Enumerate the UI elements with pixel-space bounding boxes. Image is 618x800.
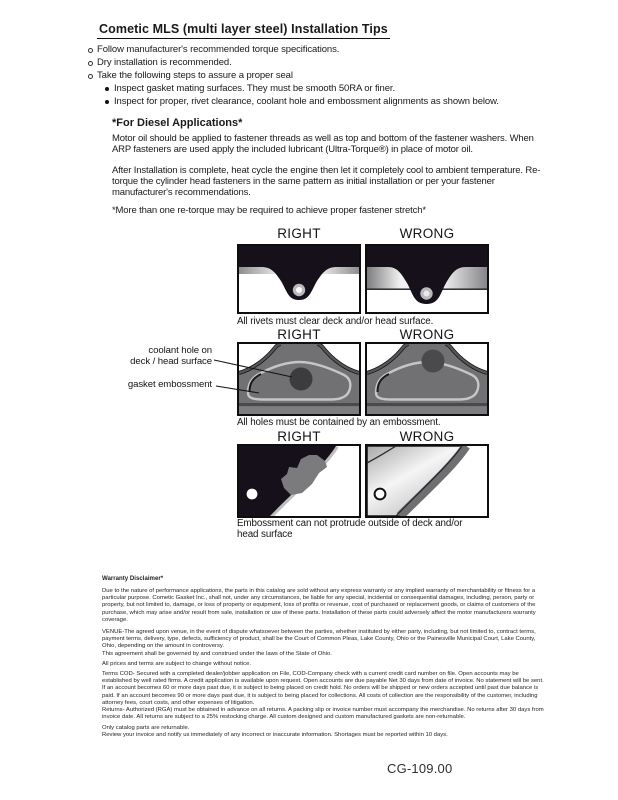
warranty-paragraph-liability: Due to the nature of performance applications, the parts in this catalog are sold without any express warranty or any implied warranty of merchantability or fitness for a particular purpose. Cometic Gasket Inc., shall not, under any circumstances, be liable for any special, incidental or consequential damages, including, person, party or property, but not limited to, damage, or loss of property or equipment, loss of profits or revenue, cost of purchased or replacement goods, or claims of customers of the purchase, which may arise and/or result from sale, installation or use of these parts. Installation of these parts could adversely affect the motor manufacturers warranty coverage.: [102, 588, 536, 623]
tip-text: Dry installation is recommended.: [97, 57, 232, 68]
filled-bullet-icon: [105, 100, 109, 104]
installation-tips-list: [88, 43, 499, 108]
wrong-label-row3: WRONG: [399, 429, 455, 444]
hole-embossment-wrong-figure: [367, 344, 487, 414]
open-bullet-icon: [88, 74, 93, 79]
rivet-clearance-right-figure: [239, 246, 359, 312]
list-item: [88, 56, 499, 69]
page-title-text: Cometic MLS (multi layer steel) Installation Tips: [97, 22, 390, 39]
callout-line: coolant hole on: [148, 345, 212, 356]
warranty-paragraph-prices: All prices and terms are subject to change without notice.: [102, 661, 251, 667]
tip-text: Inspect for proper, rivet clearance, coolant hole and embossment alignments as shown below.: [114, 96, 499, 107]
review-text: Review your invoice and notify us immediately of any incorrect or inaccurate information. Shortages must be reported within 10 days.: [102, 732, 448, 739]
protrusion-right-figure: [239, 446, 359, 516]
callout-gasket-embossment: gasket embossment: [127, 379, 212, 390]
right-label-row3: RIGHT: [277, 429, 321, 444]
diesel-heading: *For Diesel Applications*: [112, 117, 243, 129]
right-label-row1: RIGHT: [277, 226, 321, 241]
caption-row3: Embossment can not protrude outside of deck and/or head surface: [237, 518, 463, 540]
page-title: [97, 22, 390, 39]
warranty-paragraph-catalog: [102, 725, 544, 739]
warranty-paragraph-returns: Returns- Authorized (RGA) must be obtained in advance on all returns. A packing slip or invoice number must accompany the merchandise. No returns after 30 days from invoice date. All returns are subject to a 25% restocking charge. All custom designed and custom manufactured gaskets are non-returnable.: [102, 707, 544, 721]
protrusion-wrong-figure: [367, 446, 487, 516]
list-item: [88, 95, 499, 108]
warranty-paragraph-terms: Terms COD- Secured with a completed dealer/jobber application on File, COD-Company check with a current credit card number on file. Open accounts may be established by well rated firms. A credit application is available upon request. Open accounts are due payable Net 30 days from date of invoice. No statement will be sent. If an account becomes 60 or more days past due, it is subject to being placed on credit hold. No orders will be shipped or new orders accepted until past due balance is paid. If an account becomes 90 or more days past due, it is subject to being placed for collections. All costs of collection are the responsibility of the customer, including attorney fees, court costs, and other expenses of litigation.: [102, 671, 544, 706]
tip-text: Inspect gasket mating surfaces. They must be smooth 50RA or finer.: [114, 83, 396, 94]
wrong-label-row2: WRONG: [399, 327, 455, 342]
filled-bullet-icon: [105, 87, 109, 91]
callout-coolant-hole: [100, 345, 212, 367]
retorque-note: *More than one re-torque may be required to achieve proper fastener stretch*: [112, 205, 426, 216]
caption-row2: All holes must be contained by an embossment.: [237, 417, 441, 428]
diagram-rivet-wrong: [365, 244, 489, 314]
venue-text: VENUE-The agreed upon venue, in the event of dispute whatsoever between the parties, whether instituted by either party, including, but not limited to, contract terms, payment terms, delivery, type, defects, sufficiency of product, shall be the Court of Common Pleas, Lake County, Ohio or the Painesville Municipal Court, Lake County, Ohio, depending on the amount in controversy.: [102, 629, 536, 650]
list-item: [88, 69, 499, 82]
tip-text: Follow manufacturer's recommended torque specifications.: [97, 44, 340, 55]
open-bullet-icon: [88, 48, 93, 53]
right-label-row2: RIGHT: [277, 327, 321, 342]
diagram-hole-wrong: [365, 342, 489, 416]
governed-text: This agreement shall be governed by and construed under the laws of the State of Ohio.: [102, 650, 332, 657]
diagram-protrude-wrong: [365, 444, 489, 518]
diagram-rivet-right: [237, 244, 361, 314]
diagram-protrude-right: [237, 444, 361, 518]
warranty-paragraph-venue: [102, 629, 544, 658]
list-item: [88, 82, 499, 95]
warranty-heading: Warranty Disclaimer*: [102, 575, 164, 582]
wrong-label-row1: WRONG: [399, 226, 455, 241]
rivet-clearance-wrong-figure: [367, 246, 487, 312]
tip-text: Take the following steps to assure a proper seal: [97, 70, 293, 81]
page-code: CG-109.00: [387, 761, 453, 776]
diesel-paragraph-2: After Installation is complete, heat cycle the engine then let it completely cool to ambient temperature. Re-torque the cylinder head fasteners in the same pattern as initial installation or per your fastener manufacturer's recommendations.: [112, 165, 541, 198]
diagram-hole-right: [237, 342, 361, 416]
diesel-paragraph-1: Motor oil should be applied to fastener threads as well as top and bottom of the fastener washers. When ARP fasteners are used apply the included lubricant (Ultra-Torque®) in place of motor oil.: [112, 133, 534, 155]
catalog-text: Only catalog parts are returnable.: [102, 725, 190, 731]
callout-line: deck / head surface: [130, 356, 212, 367]
open-bullet-icon: [88, 61, 93, 66]
hole-embossment-right-figure: [239, 344, 359, 414]
caption-row1: All rivets must clear deck and/or head surface.: [237, 316, 434, 327]
list-item: [88, 43, 499, 56]
